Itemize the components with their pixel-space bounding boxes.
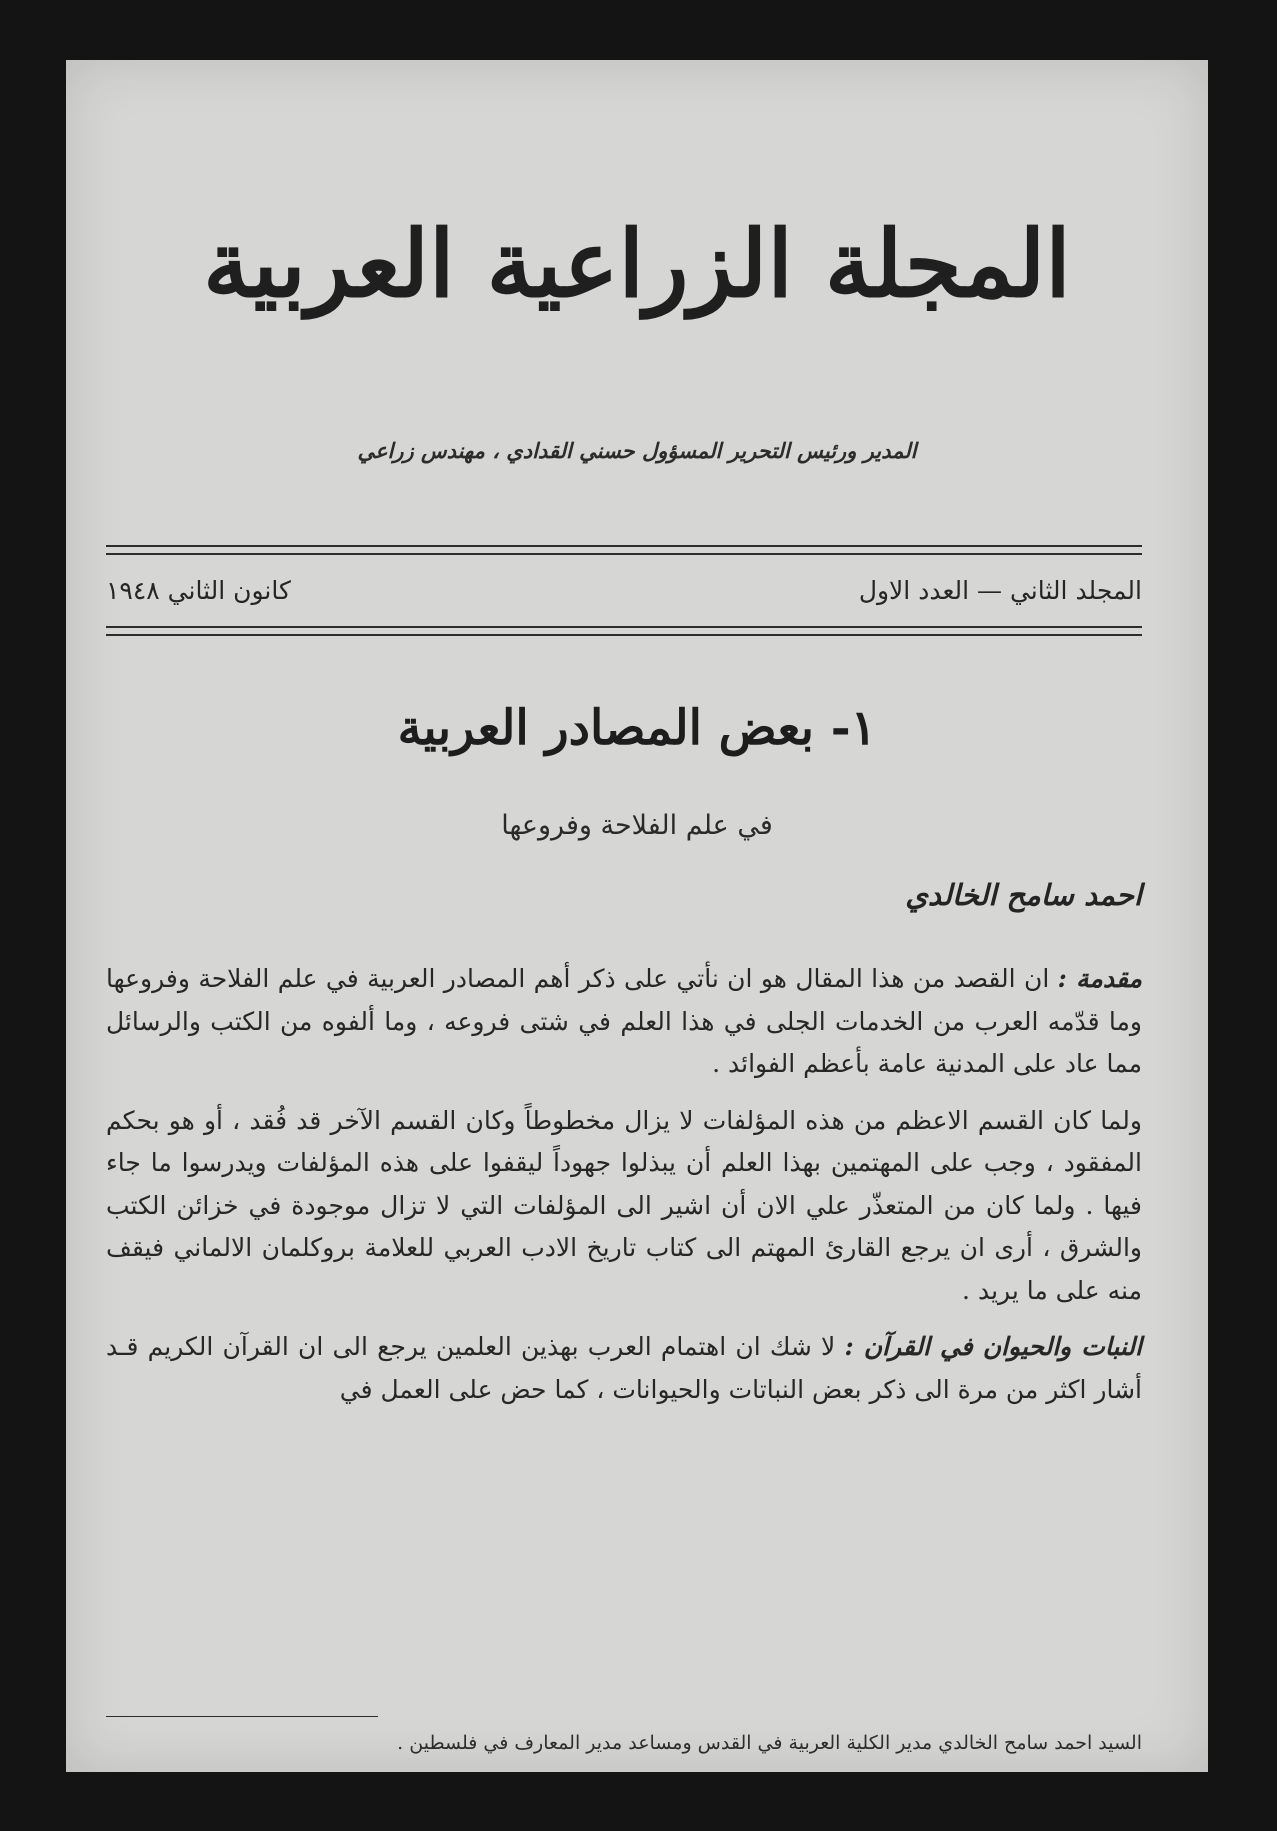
- footnote: السيد احمد سامح الخالدي مدير الكلية العربية في القدس ومساعد مدير المعارف في فلسطين .: [397, 1732, 1142, 1754]
- article-title: ١- بعض المصادر العربية: [397, 700, 877, 756]
- issue-date: كانون الثاني ١٩٤٨: [106, 575, 291, 605]
- paragraph-intro: [106, 958, 1142, 1086]
- paragraph-text: لا شك ان اهتمام العرب بهذين العلمين يرجع الى ان القرآن الكريم قـد أشار اكثر من مرة الى ذكر بعض النباتات والحيوانات ، كما حض على العمل في: [106, 1332, 1142, 1404]
- paragraph-text: ان القصد من هذا المقال هو ان نأتي على ذكر أهم المصادر العربية في علم الفلاحة وفروعها وما قدّمه العرب من الخدمات الجلى في هذا العلم في شتى فروعه ، وما ألفوه من الكتب والرسائل مما عاد على المدنية عامة بأعظم الفوائد .: [106, 964, 1142, 1078]
- paragraph-label: النبات والحيوان في القرآن :: [844, 1332, 1142, 1361]
- paragraph-label: مقدمة :: [1057, 964, 1142, 993]
- paragraph-quran: [106, 1326, 1142, 1411]
- divider-rule: [106, 545, 1142, 547]
- journal-page: [66, 60, 1208, 1772]
- footnote-rule: [106, 1716, 378, 1717]
- divider-rule: [106, 626, 1142, 628]
- issue-volume: المجلد الثاني — العدد الاول: [858, 575, 1142, 605]
- divider-rule: [106, 634, 1142, 636]
- paragraph-text: ولما كان القسم الاعظم من هذه المؤلفات لا يزال مخطوطاً وكان القسم الآخر قد فُقد ، أو هو بحكم المفقود ، وجب على المهتمين بهذا العلم أن يبذلوا جهوداً ليقفوا على هذه المؤلفات ويدرسوا ما جاء فيها . ولما كان من المتعذّر علي الان أن اشير الى المؤلفات التي لا تزال موجودة في خزائن الكتب والشرق ، أرى ان يرجع القارئ المهتم الى كتاب تاريخ الادب العربي للعلامة بروكلمان الالماني فيقف منه على ما يريد .: [106, 1105, 1142, 1305]
- divider-rule: [106, 553, 1142, 555]
- issue-info-row: [106, 568, 1142, 612]
- article-body: [106, 958, 1142, 1425]
- article-subtitle: في علم الفلاحة وفروعها: [501, 810, 773, 841]
- article-author: احمد سامح الخالدي: [905, 878, 1142, 912]
- paragraph-two: [106, 1100, 1142, 1313]
- journal-masthead: المجلة الزراعية العربية: [203, 210, 1071, 318]
- editor-line: المدير ورئيس التحرير المسؤول حسني القدادي ، مهندس زراعي: [357, 438, 917, 463]
